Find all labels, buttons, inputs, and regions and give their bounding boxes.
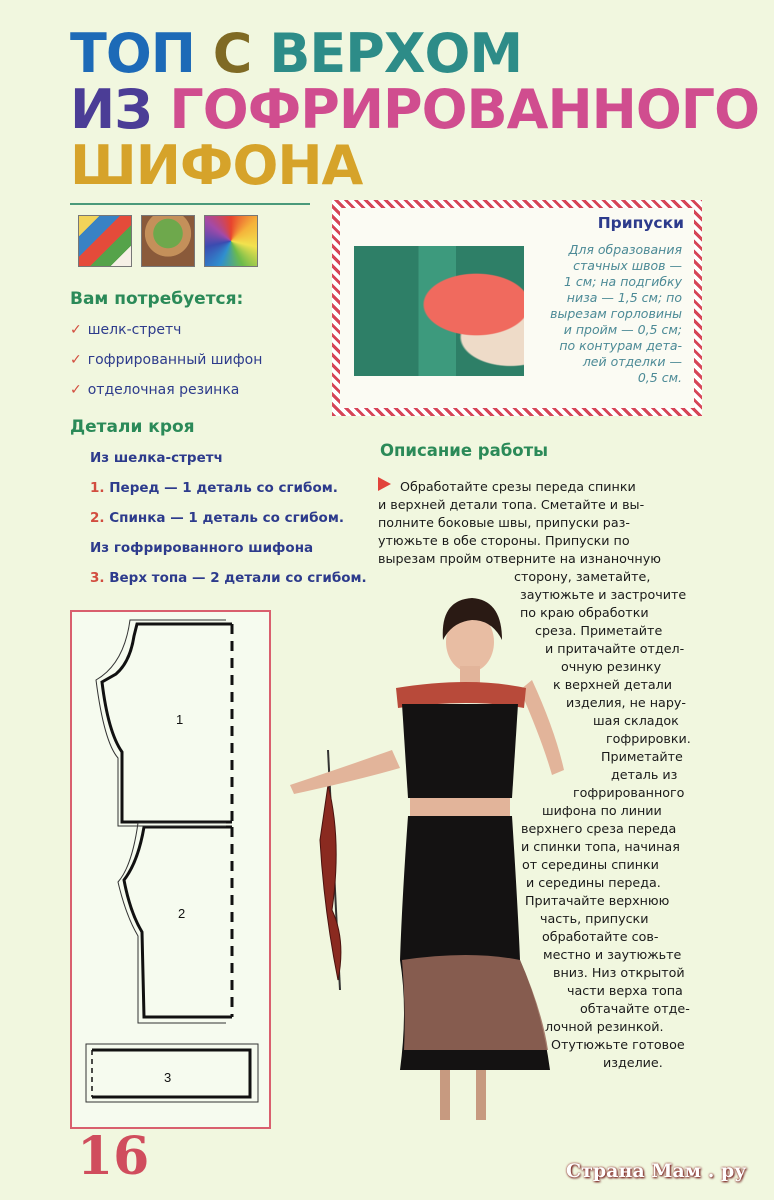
title-word: ТОП [70, 22, 195, 85]
description-line: Обработайте срезы переда спинки [400, 479, 636, 494]
allowances-line: 1 см; на подгибку [563, 274, 682, 289]
title-line-3: ШИФОНА [70, 134, 363, 197]
watermark: Страна Мам . ру [566, 1160, 747, 1182]
description-line: обтачайте отде- [580, 1001, 690, 1016]
pattern-piece-1-outline [102, 624, 232, 822]
pattern-piece-2-seam [118, 823, 226, 1023]
description-line: обработайте сов- [542, 929, 659, 944]
description-line: заутюжьте и застрочите [520, 587, 687, 602]
description-line: сторону, заметайте, [514, 569, 651, 584]
allowances-line: низа — 1,5 см; по [566, 290, 682, 305]
allowances-line: вырезам горловины [550, 306, 682, 321]
pattern-svg [72, 612, 269, 1127]
allowances-inner [340, 208, 694, 408]
pattern-piece-1-seam [96, 620, 226, 826]
description-line: к верхней детали [553, 677, 673, 692]
materials-item-label: отделочная резинка [87, 382, 240, 398]
title-line-1 [70, 22, 523, 85]
allowances-line: 0,5 см. [637, 370, 682, 385]
pattern-piece-2-outline [124, 827, 232, 1017]
allowances-line: по контурам дета- [559, 338, 682, 353]
allowances-title: Припуски [597, 214, 684, 232]
model-top [402, 704, 518, 798]
model-leg-left [440, 1070, 450, 1120]
description-line: и притачайте отдел- [545, 641, 685, 656]
cut-item [90, 480, 338, 496]
check-icon: ✓ [70, 352, 82, 368]
model-leg-right [476, 1070, 486, 1120]
materials-item [70, 322, 181, 338]
description-line: часть, припуски [540, 911, 649, 926]
description-line: и спинки топа, начиная [521, 839, 680, 854]
allowances-line: стачных швов — [573, 258, 682, 273]
description-line: изделия, не нару- [566, 695, 686, 710]
description-line: по краю обработки [520, 605, 649, 620]
description-line: гофрировки. [606, 731, 691, 746]
allowances-line: лей отделки — [582, 354, 682, 369]
pattern-diagram [70, 610, 271, 1129]
model-skirt-print [402, 955, 548, 1050]
description-line: и верхней детали топа. Сметайте и вы- [378, 497, 645, 512]
description-line: шифона по линии [542, 803, 662, 818]
cut-item [90, 510, 344, 526]
title-divider [70, 203, 310, 205]
description-line: от середины спинки [522, 857, 659, 872]
thumbnail-threads [78, 215, 132, 267]
cut-group-label: Из гофрированного шифона [90, 540, 314, 556]
description-line: среза. Приметайте [535, 623, 663, 638]
description-line: вниз. Низ открытой [553, 965, 685, 980]
description-line: очную резинку [561, 659, 662, 674]
cut-group-label: Из шелка-стретч [90, 450, 223, 466]
description-line: Отутюжьте готовое [551, 1037, 685, 1052]
description-line: части верха топа [567, 983, 683, 998]
page-number: 16 [77, 1126, 150, 1187]
cut-item-number: 1. [90, 480, 105, 496]
description-line: Притачайте верхнюю [525, 893, 670, 908]
title-word: ВЕРХОМ [269, 22, 523, 85]
pattern-label-2: 2 [178, 906, 186, 921]
allowances-text [512, 242, 682, 386]
model-arm-right [520, 680, 564, 775]
description-line: и середины переда. [526, 875, 661, 890]
triangle-bullet-icon [378, 477, 391, 491]
description-line: деталь из [611, 767, 678, 782]
allowances-line: и пройм — 0,5 см; [563, 322, 682, 337]
allowances-box [332, 200, 702, 416]
description-title: Описание работы [380, 441, 549, 460]
description-line: верхнего среза переда [521, 821, 677, 836]
title-word: ГОФРИРОВАННОГО [169, 78, 760, 141]
cut-item-text: Верх топа — 2 детали со сгибом. [109, 570, 367, 586]
description-line: Приметайте [601, 749, 683, 764]
description-line: местно и заутюжьте [543, 947, 682, 962]
model-arm-left [290, 750, 400, 794]
fabric-photo [354, 246, 524, 376]
description-line: шая складок [593, 713, 679, 728]
pattern-label-3: 3 [164, 1070, 172, 1085]
allowances-line: Для образования [568, 242, 682, 257]
check-icon: ✓ [70, 322, 82, 338]
description-line: утюжьте в обе стороны. Припуски по [378, 533, 630, 548]
description-line: гофрированного [573, 785, 685, 800]
cut-item-text: Перед — 1 деталь со сгибом. [109, 480, 338, 496]
check-icon: ✓ [70, 382, 82, 398]
title-word: ИЗ [70, 78, 152, 141]
materials-heading: Вам потребуется: [70, 289, 244, 309]
cut-item-number: 3. [90, 570, 105, 586]
materials-item-label: гофрированный шифон [87, 352, 263, 368]
thumbnail-fabric-swatches [204, 215, 258, 267]
model-photo [280, 580, 580, 1140]
cut-details-heading: Детали кроя [70, 417, 195, 437]
title-line-2 [70, 78, 760, 141]
description-line: лочной резинкой. [545, 1019, 664, 1034]
model-midriff [410, 798, 510, 818]
description-line: полните боковые швы, припуски раз- [378, 515, 630, 530]
description-line: вырезам пройм отверните на изнаночную [378, 551, 661, 566]
title-word: С [212, 22, 252, 85]
cut-item-text: Спинка — 1 деталь со сгибом. [109, 510, 344, 526]
cut-item-number: 2. [90, 510, 105, 526]
description-line: изделие. [603, 1055, 663, 1070]
pattern-label-1: 1 [176, 712, 184, 727]
thumbnail-pincushion [141, 215, 195, 267]
materials-item [70, 352, 262, 368]
materials-item-label: шелк-стретч [87, 322, 182, 338]
pattern-piece-3-seam [86, 1044, 258, 1102]
materials-item [70, 382, 239, 398]
